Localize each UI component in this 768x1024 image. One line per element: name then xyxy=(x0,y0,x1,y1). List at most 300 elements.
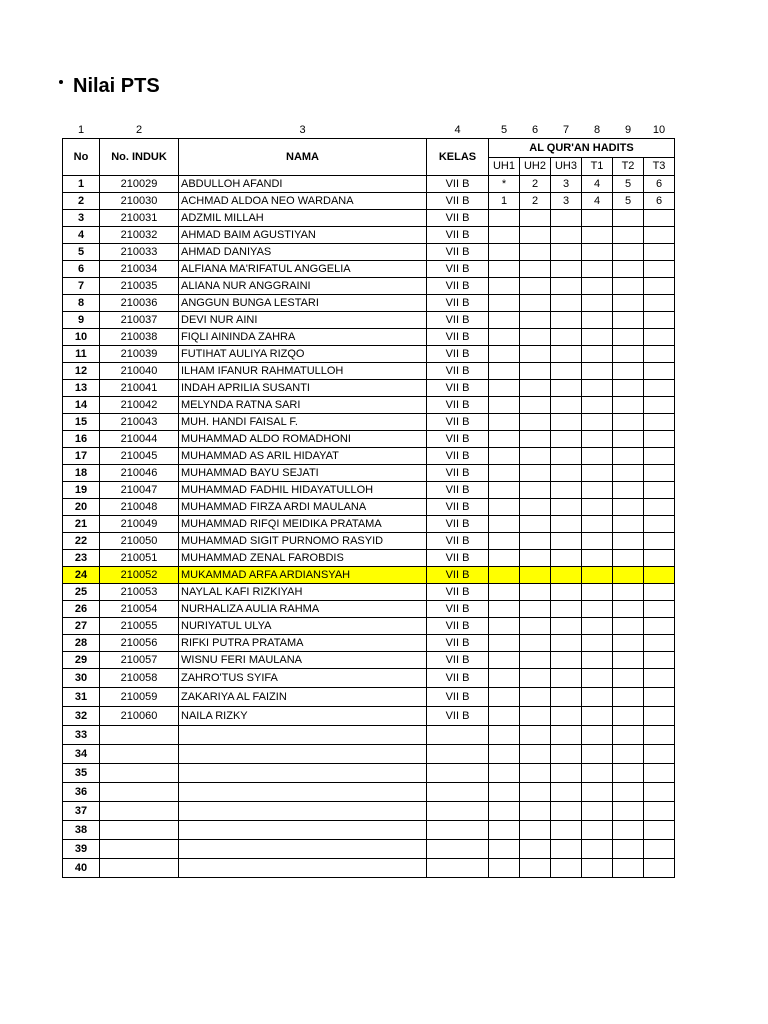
cell-nama[interactable]: MUHAMMAD ALDO ROMADHONI xyxy=(179,431,427,448)
cell-kelas[interactable]: VII B xyxy=(427,516,489,533)
cell-induk[interactable]: 210055 xyxy=(100,618,179,635)
cell-no[interactable]: 37 xyxy=(63,802,100,821)
cell-score[interactable] xyxy=(613,669,644,688)
cell-no[interactable]: 36 xyxy=(63,783,100,802)
cell-nama[interactable]: RIFKI PUTRA PRATAMA xyxy=(179,635,427,652)
cell-score[interactable] xyxy=(613,380,644,397)
cell-score[interactable] xyxy=(520,414,551,431)
cell-nama[interactable]: DEVI NUR AINI xyxy=(179,312,427,329)
cell-no[interactable]: 28 xyxy=(63,635,100,652)
cell-score[interactable] xyxy=(582,652,613,669)
cell-score[interactable] xyxy=(582,380,613,397)
cell-kelas[interactable]: VII B xyxy=(427,329,489,346)
cell-score[interactable] xyxy=(551,397,582,414)
cell-score[interactable] xyxy=(520,601,551,618)
cell-no[interactable]: 3 xyxy=(63,210,100,227)
cell-nama[interactable]: AHMAD DANIYAS xyxy=(179,244,427,261)
cell-score[interactable] xyxy=(582,726,613,745)
cell-score[interactable] xyxy=(551,448,582,465)
cell-score[interactable] xyxy=(520,278,551,295)
cell-score[interactable] xyxy=(551,688,582,707)
cell-score[interactable] xyxy=(489,227,520,244)
cell-score[interactable] xyxy=(551,821,582,840)
cell-score[interactable] xyxy=(520,499,551,516)
cell-induk[interactable]: 210032 xyxy=(100,227,179,244)
cell-nama[interactable] xyxy=(179,840,427,859)
cell-score[interactable] xyxy=(613,465,644,482)
cell-score[interactable] xyxy=(520,465,551,482)
cell-no[interactable]: 14 xyxy=(63,397,100,414)
cell-induk[interactable]: 210047 xyxy=(100,482,179,499)
cell-score[interactable] xyxy=(551,584,582,601)
cell-score[interactable] xyxy=(582,745,613,764)
cell-score[interactable] xyxy=(582,516,613,533)
cell-no[interactable]: 6 xyxy=(63,261,100,278)
cell-score[interactable] xyxy=(613,821,644,840)
cell-kelas[interactable] xyxy=(427,859,489,878)
cell-nama[interactable]: ADZMIL MILLAH xyxy=(179,210,427,227)
cell-score[interactable] xyxy=(644,397,675,414)
cell-score[interactable] xyxy=(551,601,582,618)
cell-score[interactable] xyxy=(520,567,551,584)
cell-induk[interactable]: 210042 xyxy=(100,397,179,414)
cell-kelas[interactable]: VII B xyxy=(427,176,489,193)
cell-nama[interactable]: ZAKARIYA AL FAIZIN xyxy=(179,688,427,707)
cell-score[interactable] xyxy=(551,278,582,295)
cell-score[interactable] xyxy=(613,431,644,448)
cell-score[interactable] xyxy=(613,601,644,618)
cell-score[interactable] xyxy=(582,227,613,244)
cell-score[interactable] xyxy=(582,635,613,652)
cell-no[interactable]: 32 xyxy=(63,707,100,726)
cell-no[interactable]: 21 xyxy=(63,516,100,533)
cell-score[interactable] xyxy=(551,363,582,380)
cell-score[interactable] xyxy=(551,414,582,431)
cell-induk[interactable]: 210057 xyxy=(100,652,179,669)
cell-score[interactable] xyxy=(644,278,675,295)
cell-induk[interactable]: 210056 xyxy=(100,635,179,652)
cell-nama[interactable] xyxy=(179,764,427,783)
cell-score[interactable] xyxy=(644,448,675,465)
cell-score[interactable] xyxy=(520,533,551,550)
cell-score[interactable] xyxy=(613,688,644,707)
cell-nama[interactable]: AHMAD BAIM AGUSTIYAN xyxy=(179,227,427,244)
cell-score[interactable] xyxy=(582,567,613,584)
cell-score[interactable] xyxy=(520,329,551,346)
cell-score[interactable]: 2 xyxy=(520,193,551,210)
cell-kelas[interactable]: VII B xyxy=(427,635,489,652)
cell-induk[interactable]: 210036 xyxy=(100,295,179,312)
cell-score[interactable] xyxy=(551,550,582,567)
cell-kelas[interactable] xyxy=(427,726,489,745)
cell-induk[interactable] xyxy=(100,783,179,802)
cell-score[interactable] xyxy=(489,584,520,601)
cell-kelas[interactable]: VII B xyxy=(427,448,489,465)
cell-kelas[interactable]: VII B xyxy=(427,346,489,363)
cell-no[interactable]: 2 xyxy=(63,193,100,210)
cell-induk[interactable]: 210045 xyxy=(100,448,179,465)
cell-score[interactable] xyxy=(489,346,520,363)
cell-nama[interactable]: MUHAMMAD RIFQI MEIDIKA PRATAMA xyxy=(179,516,427,533)
cell-no[interactable]: 19 xyxy=(63,482,100,499)
cell-score[interactable] xyxy=(489,688,520,707)
cell-score[interactable]: 1 xyxy=(489,193,520,210)
cell-score[interactable] xyxy=(520,688,551,707)
cell-kelas[interactable]: VII B xyxy=(427,397,489,414)
cell-score[interactable] xyxy=(644,745,675,764)
cell-nama[interactable]: MUHAMMAD SIGIT PURNOMO RASYID xyxy=(179,533,427,550)
cell-induk[interactable]: 210050 xyxy=(100,533,179,550)
cell-score[interactable] xyxy=(644,482,675,499)
cell-induk[interactable]: 210043 xyxy=(100,414,179,431)
cell-score[interactable] xyxy=(582,707,613,726)
cell-kelas[interactable] xyxy=(427,745,489,764)
cell-kelas[interactable]: VII B xyxy=(427,618,489,635)
cell-score[interactable] xyxy=(520,802,551,821)
cell-kelas[interactable]: VII B xyxy=(427,227,489,244)
cell-induk[interactable]: 210035 xyxy=(100,278,179,295)
cell-nama[interactable]: FIQLI AININDA ZAHRA xyxy=(179,329,427,346)
cell-score[interactable] xyxy=(489,380,520,397)
cell-no[interactable]: 12 xyxy=(63,363,100,380)
cell-induk[interactable]: 210037 xyxy=(100,312,179,329)
cell-kelas[interactable]: VII B xyxy=(427,295,489,312)
cell-score[interactable] xyxy=(644,726,675,745)
cell-nama[interactable]: MELYNDA RATNA SARI xyxy=(179,397,427,414)
cell-score[interactable] xyxy=(582,533,613,550)
cell-score[interactable] xyxy=(613,618,644,635)
cell-score[interactable]: 3 xyxy=(551,176,582,193)
cell-kelas[interactable]: VII B xyxy=(427,244,489,261)
cell-kelas[interactable] xyxy=(427,783,489,802)
cell-score[interactable] xyxy=(551,380,582,397)
cell-score[interactable] xyxy=(551,261,582,278)
cell-nama[interactable]: ILHAM IFANUR RAHMATULLOH xyxy=(179,363,427,380)
cell-score[interactable]: 3 xyxy=(551,193,582,210)
cell-kelas[interactable] xyxy=(427,821,489,840)
cell-score[interactable] xyxy=(551,533,582,550)
cell-score[interactable] xyxy=(489,312,520,329)
cell-score[interactable] xyxy=(582,601,613,618)
cell-no[interactable]: 20 xyxy=(63,499,100,516)
cell-induk[interactable] xyxy=(100,802,179,821)
cell-score[interactable] xyxy=(582,499,613,516)
cell-kelas[interactable]: VII B xyxy=(427,652,489,669)
cell-score[interactable] xyxy=(644,707,675,726)
cell-score[interactable] xyxy=(644,210,675,227)
cell-score[interactable] xyxy=(551,567,582,584)
cell-score[interactable] xyxy=(551,346,582,363)
cell-score[interactable] xyxy=(582,414,613,431)
cell-score[interactable] xyxy=(489,278,520,295)
cell-score[interactable] xyxy=(644,688,675,707)
cell-nama[interactable]: NAYLAL KAFI RIZKIYAH xyxy=(179,584,427,601)
cell-score[interactable] xyxy=(644,261,675,278)
cell-induk[interactable]: 210049 xyxy=(100,516,179,533)
cell-score[interactable] xyxy=(582,329,613,346)
cell-score[interactable] xyxy=(644,802,675,821)
cell-score[interactable] xyxy=(520,295,551,312)
cell-induk[interactable]: 210040 xyxy=(100,363,179,380)
cell-nama[interactable] xyxy=(179,745,427,764)
cell-nama[interactable] xyxy=(179,783,427,802)
cell-score[interactable] xyxy=(644,652,675,669)
cell-no[interactable]: 30 xyxy=(63,669,100,688)
cell-score[interactable] xyxy=(644,859,675,878)
cell-score[interactable] xyxy=(489,499,520,516)
cell-induk[interactable]: 210053 xyxy=(100,584,179,601)
cell-kelas[interactable]: VII B xyxy=(427,482,489,499)
cell-score[interactable] xyxy=(582,244,613,261)
cell-nama[interactable]: NURHALIZA AULIA RAHMA xyxy=(179,601,427,618)
cell-no[interactable]: 9 xyxy=(63,312,100,329)
cell-score[interactable] xyxy=(582,346,613,363)
cell-score[interactable]: * xyxy=(489,176,520,193)
cell-induk[interactable] xyxy=(100,840,179,859)
cell-score[interactable] xyxy=(644,669,675,688)
cell-score[interactable] xyxy=(644,227,675,244)
cell-score[interactable] xyxy=(489,414,520,431)
cell-score[interactable] xyxy=(613,652,644,669)
cell-score[interactable] xyxy=(489,726,520,745)
cell-kelas[interactable]: VII B xyxy=(427,550,489,567)
cell-nama[interactable]: ALFIANA MA'RIFATUL ANGGELIA xyxy=(179,261,427,278)
cell-score[interactable] xyxy=(520,584,551,601)
cell-score[interactable] xyxy=(613,312,644,329)
cell-induk[interactable]: 210044 xyxy=(100,431,179,448)
cell-kelas[interactable]: VII B xyxy=(427,567,489,584)
cell-score[interactable] xyxy=(613,584,644,601)
cell-nama[interactable] xyxy=(179,821,427,840)
cell-score[interactable] xyxy=(613,295,644,312)
cell-nama[interactable] xyxy=(179,802,427,821)
cell-score[interactable] xyxy=(613,635,644,652)
cell-score[interactable] xyxy=(582,397,613,414)
cell-score[interactable] xyxy=(489,550,520,567)
cell-score[interactable] xyxy=(551,329,582,346)
cell-score[interactable] xyxy=(644,584,675,601)
cell-score[interactable] xyxy=(613,482,644,499)
cell-score[interactable] xyxy=(520,261,551,278)
cell-kelas[interactable]: VII B xyxy=(427,210,489,227)
cell-kelas[interactable] xyxy=(427,840,489,859)
cell-score[interactable] xyxy=(489,635,520,652)
cell-kelas[interactable]: VII B xyxy=(427,380,489,397)
cell-score[interactable] xyxy=(582,261,613,278)
cell-score[interactable] xyxy=(644,295,675,312)
cell-score[interactable] xyxy=(551,499,582,516)
cell-score[interactable] xyxy=(613,397,644,414)
cell-score[interactable] xyxy=(520,227,551,244)
cell-score[interactable] xyxy=(644,244,675,261)
cell-induk[interactable]: 210046 xyxy=(100,465,179,482)
cell-score[interactable] xyxy=(520,482,551,499)
cell-score[interactable] xyxy=(644,346,675,363)
cell-no[interactable]: 38 xyxy=(63,821,100,840)
cell-score[interactable] xyxy=(520,244,551,261)
cell-score[interactable] xyxy=(582,465,613,482)
cell-score[interactable] xyxy=(520,380,551,397)
cell-score[interactable] xyxy=(582,295,613,312)
cell-nama[interactable]: ABDULLOH AFANDI xyxy=(179,176,427,193)
cell-induk[interactable] xyxy=(100,821,179,840)
cell-score[interactable] xyxy=(582,431,613,448)
cell-induk[interactable] xyxy=(100,764,179,783)
cell-induk[interactable]: 210034 xyxy=(100,261,179,278)
cell-score[interactable] xyxy=(520,363,551,380)
cell-score[interactable] xyxy=(489,601,520,618)
cell-no[interactable]: 8 xyxy=(63,295,100,312)
cell-score[interactable] xyxy=(582,363,613,380)
cell-score[interactable] xyxy=(613,533,644,550)
cell-score[interactable] xyxy=(489,244,520,261)
cell-score[interactable] xyxy=(489,840,520,859)
cell-nama[interactable]: MUHAMMAD BAYU SEJATI xyxy=(179,465,427,482)
cell-score[interactable] xyxy=(613,210,644,227)
cell-no[interactable]: 29 xyxy=(63,652,100,669)
cell-score[interactable] xyxy=(551,482,582,499)
cell-induk[interactable] xyxy=(100,726,179,745)
cell-score[interactable] xyxy=(644,465,675,482)
cell-score[interactable] xyxy=(489,707,520,726)
cell-kelas[interactable]: VII B xyxy=(427,312,489,329)
cell-score[interactable] xyxy=(582,312,613,329)
cell-score[interactable] xyxy=(551,227,582,244)
cell-no[interactable]: 31 xyxy=(63,688,100,707)
cell-score[interactable] xyxy=(520,635,551,652)
cell-score[interactable] xyxy=(551,618,582,635)
cell-score[interactable] xyxy=(613,261,644,278)
cell-no[interactable]: 13 xyxy=(63,380,100,397)
cell-score[interactable] xyxy=(520,821,551,840)
cell-score[interactable] xyxy=(644,499,675,516)
cell-score[interactable] xyxy=(644,567,675,584)
cell-score[interactable] xyxy=(551,707,582,726)
cell-score[interactable] xyxy=(520,783,551,802)
cell-score[interactable] xyxy=(551,764,582,783)
cell-no[interactable]: 40 xyxy=(63,859,100,878)
cell-nama[interactable]: MUHAMMAD ZENAL FAROBDIS xyxy=(179,550,427,567)
cell-score[interactable] xyxy=(551,859,582,878)
cell-kelas[interactable] xyxy=(427,764,489,783)
cell-induk[interactable]: 210048 xyxy=(100,499,179,516)
cell-score[interactable] xyxy=(520,431,551,448)
cell-score[interactable] xyxy=(489,652,520,669)
cell-nama[interactable]: WISNU FERI MAULANA xyxy=(179,652,427,669)
cell-no[interactable]: 10 xyxy=(63,329,100,346)
cell-score[interactable] xyxy=(489,821,520,840)
cell-score[interactable] xyxy=(551,652,582,669)
cell-score[interactable] xyxy=(613,227,644,244)
cell-induk[interactable]: 210060 xyxy=(100,707,179,726)
cell-no[interactable]: 35 xyxy=(63,764,100,783)
cell-score[interactable] xyxy=(644,312,675,329)
cell-score[interactable] xyxy=(613,726,644,745)
cell-nama[interactable]: MUKAMMAD ARFA ARDIANSYAH xyxy=(179,567,427,584)
cell-score[interactable] xyxy=(489,669,520,688)
cell-score[interactable] xyxy=(520,312,551,329)
cell-score[interactable] xyxy=(644,329,675,346)
cell-kelas[interactable]: VII B xyxy=(427,584,489,601)
cell-no[interactable]: 25 xyxy=(63,584,100,601)
cell-no[interactable]: 16 xyxy=(63,431,100,448)
cell-score[interactable] xyxy=(582,840,613,859)
cell-induk[interactable] xyxy=(100,745,179,764)
cell-score[interactable] xyxy=(644,363,675,380)
cell-score[interactable] xyxy=(551,431,582,448)
cell-induk[interactable]: 210059 xyxy=(100,688,179,707)
cell-score[interactable] xyxy=(489,397,520,414)
cell-score[interactable] xyxy=(582,783,613,802)
cell-score[interactable] xyxy=(613,745,644,764)
cell-kelas[interactable]: VII B xyxy=(427,193,489,210)
cell-score[interactable] xyxy=(582,764,613,783)
cell-score[interactable] xyxy=(644,380,675,397)
cell-nama[interactable]: FUTIHAT AULIYA RIZQO xyxy=(179,346,427,363)
cell-score[interactable] xyxy=(489,764,520,783)
cell-score[interactable] xyxy=(582,688,613,707)
cell-score[interactable] xyxy=(520,726,551,745)
cell-score[interactable] xyxy=(582,821,613,840)
cell-no[interactable]: 26 xyxy=(63,601,100,618)
cell-induk[interactable]: 210041 xyxy=(100,380,179,397)
cell-score[interactable] xyxy=(551,802,582,821)
cell-nama[interactable]: ZAHRO'TUS SYIFA xyxy=(179,669,427,688)
cell-score[interactable] xyxy=(613,346,644,363)
cell-score[interactable] xyxy=(489,329,520,346)
cell-score[interactable] xyxy=(489,210,520,227)
cell-score[interactable] xyxy=(644,618,675,635)
cell-score[interactable] xyxy=(644,516,675,533)
cell-score[interactable] xyxy=(613,859,644,878)
cell-score[interactable] xyxy=(520,397,551,414)
cell-score[interactable] xyxy=(520,840,551,859)
cell-kelas[interactable]: VII B xyxy=(427,414,489,431)
cell-kelas[interactable]: VII B xyxy=(427,499,489,516)
cell-score[interactable] xyxy=(520,448,551,465)
cell-score[interactable] xyxy=(489,516,520,533)
cell-score[interactable] xyxy=(644,533,675,550)
cell-kelas[interactable]: VII B xyxy=(427,688,489,707)
cell-score[interactable] xyxy=(489,802,520,821)
cell-score[interactable] xyxy=(644,783,675,802)
cell-score[interactable] xyxy=(613,448,644,465)
cell-score[interactable] xyxy=(644,764,675,783)
cell-score[interactable] xyxy=(644,840,675,859)
cell-score[interactable] xyxy=(489,431,520,448)
cell-induk[interactable]: 210054 xyxy=(100,601,179,618)
cell-induk[interactable] xyxy=(100,859,179,878)
cell-nama[interactable]: MUHAMMAD AS ARIL HIDAYAT xyxy=(179,448,427,465)
cell-no[interactable]: 18 xyxy=(63,465,100,482)
cell-score[interactable] xyxy=(613,244,644,261)
cell-score[interactable] xyxy=(520,764,551,783)
cell-nama[interactable]: ALIANA NUR ANGGRAINI xyxy=(179,278,427,295)
cell-kelas[interactable]: VII B xyxy=(427,465,489,482)
cell-kelas[interactable]: VII B xyxy=(427,533,489,550)
cell-score[interactable] xyxy=(613,707,644,726)
cell-no[interactable]: 11 xyxy=(63,346,100,363)
cell-kelas[interactable]: VII B xyxy=(427,707,489,726)
cell-score[interactable] xyxy=(489,363,520,380)
cell-score[interactable] xyxy=(644,431,675,448)
cell-score[interactable] xyxy=(520,707,551,726)
cell-score[interactable]: 2 xyxy=(520,176,551,193)
cell-kelas[interactable]: VII B xyxy=(427,669,489,688)
cell-kelas[interactable]: VII B xyxy=(427,431,489,448)
cell-no[interactable]: 27 xyxy=(63,618,100,635)
cell-score[interactable] xyxy=(551,295,582,312)
